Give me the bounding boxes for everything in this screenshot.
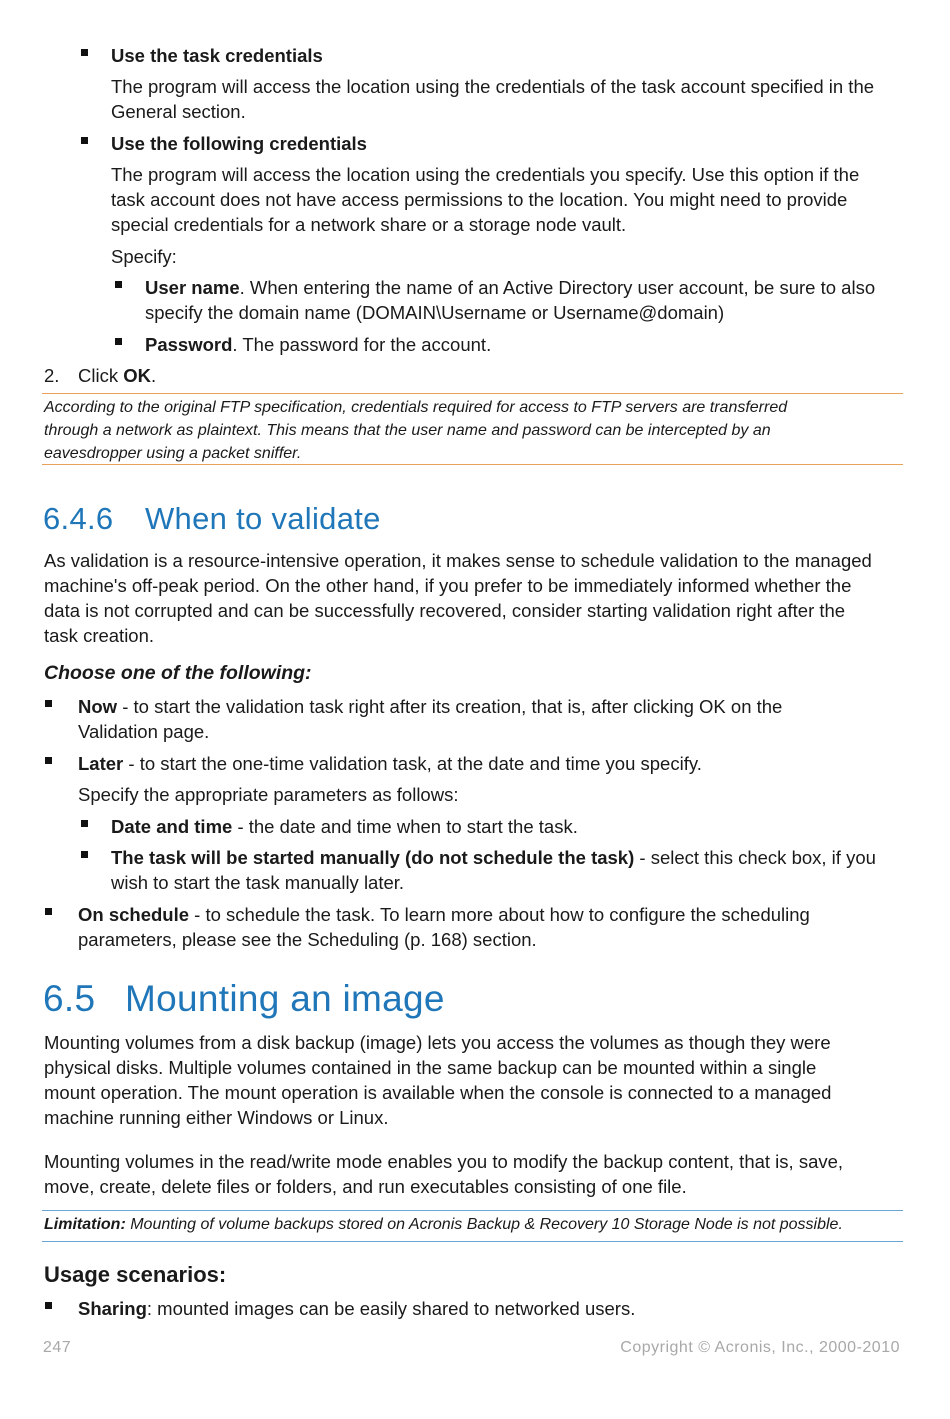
choose-heading: Choose one of the following:	[44, 662, 312, 684]
section-646-number: 6.4.6	[43, 501, 114, 536]
manual-item: The task will be started manually (do not schedule the task) - select this check box, if you	[111, 847, 876, 868]
bullet-icon	[45, 1302, 52, 1309]
ftp-note-line-3: eavesdropper using a packet sniffer.	[44, 445, 302, 462]
cred-task-text-2: General section.	[111, 101, 246, 122]
username-item: User name. When entering the name of an Active Directory user account, be sure to also	[145, 277, 876, 298]
section-646-title: When to validate	[145, 501, 381, 536]
step-2-number: 2.	[44, 365, 60, 386]
section-65-para-2-line-2: move, create, delete files or folders, and run executables consisting of one file.	[44, 1176, 687, 1197]
username-item-cont: specify the domain name (DOMAIN\Username or Username@domain)	[145, 302, 725, 323]
limitation-note	[42, 1210, 903, 1242]
usage-heading: Usage scenarios:	[44, 1262, 227, 1287]
ftp-note-line-1: According to the original FTP specification, credentials required for access to FTP servers are transferred	[44, 399, 788, 416]
step-2-text: Click OK.	[78, 365, 157, 386]
cred-following-text-2: task account does not have access permissions to the location. You might need to provide	[111, 189, 848, 210]
section-646-para-4: task creation.	[44, 625, 155, 646]
bullet-icon	[81, 49, 88, 56]
section-65-heading	[43, 977, 445, 1021]
limitation-text: Limitation: Mounting of volume backups stored on Acronis Backup & Recovery 10 Storage Node is not possible.	[44, 1216, 843, 1233]
bullet-icon	[115, 281, 122, 288]
section-646-para-1: As validation is a resource-intensive operation, it makes sense to schedule validation to the managed	[44, 550, 872, 571]
now-item: Now - to start the validation task right after its creation, that is, after clicking OK on the	[78, 696, 783, 717]
cred-task-title: Use the task credentials	[111, 45, 323, 66]
sharing-item: Sharing: mounted images can be easily shared to networked users.	[78, 1298, 636, 1319]
section-646-para-2: machine's off-peak period. On the other hand, if you prefer to be immediately informed whether the	[44, 575, 852, 596]
later-item: Later - to start the one-time validation task, at the date and time you specify.	[78, 753, 702, 774]
bullet-icon	[81, 137, 88, 144]
bullet-icon	[45, 700, 52, 707]
password-item: Password. The password for the account.	[145, 334, 492, 355]
cred-following-text-3: special credentials for a network share or a storage node vault.	[111, 214, 627, 235]
section-65-para-1-line-2: physical disks. Multiple volumes contained in the same backup can be mounted within a single	[44, 1057, 817, 1078]
cred-following-text-1: The program will access the location using the credentials you specify. Use this option if the	[111, 164, 860, 185]
now-item-cont: Validation page.	[78, 721, 210, 742]
bullet-icon	[81, 851, 88, 858]
schedule-item: On schedule - to schedule the task. To learn more about how to configure the scheduling	[78, 904, 810, 925]
section-65-para-1-line-4: machine running either Windows or Linux.	[44, 1107, 389, 1128]
copyright: Copyright © Acronis, Inc., 2000-2010	[620, 1339, 900, 1356]
cred-following-title: Use the following credentials	[111, 133, 367, 154]
bullet-icon	[115, 338, 122, 345]
section-65-para-2-line-1: Mounting volumes in the read/write mode enables you to modify the backup content, that is, save,	[44, 1151, 844, 1172]
schedule-item-cont: parameters, please see the Scheduling (p. 168) section.	[78, 929, 537, 950]
manual-item-cont: wish to start the task manually later.	[111, 872, 405, 893]
cred-task-text-1: The program will access the location using the credentials of the task account specified in the	[111, 76, 875, 97]
later-specify: Specify the appropriate parameters as follows:	[78, 784, 459, 805]
datetime-item: Date and time - the date and time when to start the task.	[111, 816, 578, 837]
specify-label: Specify:	[111, 246, 177, 267]
section-646-heading	[43, 501, 381, 537]
section-65-para-1-line-1: Mounting volumes from a disk backup (image) lets you access the volumes as though they were	[44, 1032, 831, 1053]
ftp-note	[42, 393, 903, 465]
bullet-icon	[81, 820, 88, 827]
section-646-para-3: data is not corrupted and can be successfully recovered, consider starting validation right after the	[44, 600, 846, 621]
section-65-title: Mounting an image	[125, 978, 445, 1019]
section-65-para-1-line-3: mount operation. The mount operation is available when the console is connected to a managed	[44, 1082, 832, 1103]
ftp-note-line-2: through a network as plaintext. This means that the user name and password can be intercepted by an	[44, 422, 771, 439]
page-number: 247	[43, 1339, 72, 1356]
bullet-icon	[45, 757, 52, 764]
bullet-icon	[45, 908, 52, 915]
section-65-number: 6.5	[43, 978, 96, 1019]
